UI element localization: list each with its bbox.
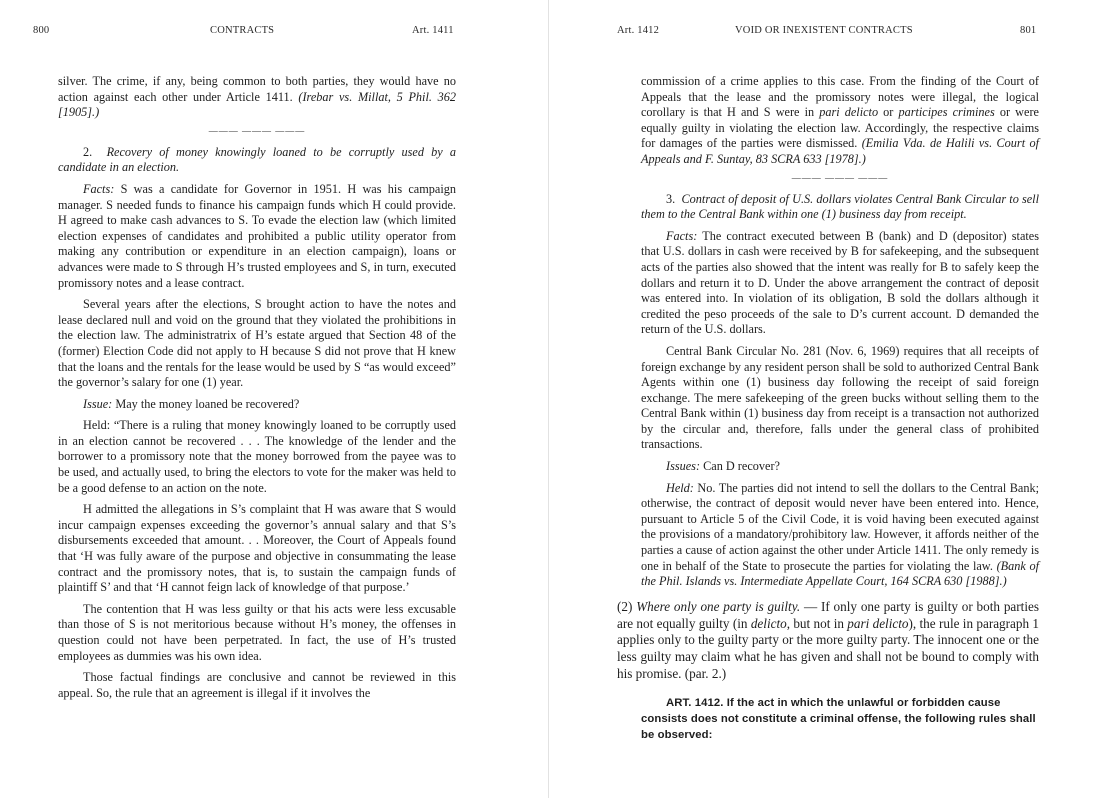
issues-label: Issues: bbox=[666, 459, 701, 474]
left-page-body bbox=[58, 74, 456, 701]
paragraph: The contention that H was less guilty or that his acts were less excusable than those of S is not meritorious because without H’s money, the offenses in question could not have been perpetrated. In fact, the use of H’s trusted employees as dummies was his own idea. bbox=[58, 601, 456, 663]
paragraph: Several years after the elections, S brought action to have the notes and lease declared null and void on the ground that they violated the prohibitions in the election law. The administratrix of H’s estate argued that Section 48 of the (former) Election Code did not apply to H because S did not prove that H knew that the loans and the rentals for the lease would be used by S “as would exceed” the governor’s salary for one (1) year. bbox=[58, 297, 456, 390]
right-page-body bbox=[617, 74, 1040, 743]
paragraph: Central Bank Circular No. 281 (Nov. 6, 1969) requires that all receipts of foreign exchange by any resident person shall be sold to authorized Central Bank Agents within one (1) business day following the receipt of said foreign exchange. The mere safekeeping of the green bucks without selling them to the Central Bank within (1) business day from receipt is a transaction not authorized by the circular and, therefore, falls under the general class of prohibited transactions. bbox=[641, 343, 1040, 452]
citation: (Irebar vs. Millat, 5 Phil. 362 [1905].) bbox=[58, 89, 456, 120]
held-paragraph: Held: No. The parties did not intend to sell the dollars to the Central Bank; otherwise, the contract of deposit would never have been entered into. Hence, pursuant to Article 5 of the Civil Code, it is void having been executed against the provisions of a mandatory/prohibitory law. However, it affords neither of the parties a cause of action against the other under Article 1411. The only remedy is one in behalf of the State to prosecute the parties for violating the law. (Bank of the Phil. Islands vs. Intermediate Appellate Court, 164 SCRA 630 [1988].) bbox=[641, 480, 1039, 589]
section-separator: ——— ——— ——— bbox=[791, 172, 889, 183]
paragraph: H admitted the allegations in S’s complaint that H was aware that S would incur campaign expenses exceeding the governor’s annual salary and that S’s disbursements exceeded that amount. . . Moreover, the Court of Appeals found that ‘H was fully aware of the purpose and objective in consummating the lease contract and the promissory notes, that is, to sustain the campaign funds of plaintiff S’ and that ‘H cannot feign lack of knowledge of that purpose.’ bbox=[58, 502, 456, 595]
citation: (Emilia Vda. de Halili vs. Court of Appeals and F. Suntay, 83 SCRA 633 [1978].) bbox=[641, 136, 1039, 166]
right-article-ref: Art. 1412 bbox=[617, 25, 660, 36]
paragraph: Those factual findings are conclusive and cannot be reviewed in this appeal. So, the rule that an agreement is illegal if it involves the bbox=[58, 670, 456, 700]
held-paragraph: Held: “There is a ruling that money knowingly loaned to be corruptly used in an election cannot be recovered . . . The knowledge of the lender and the borrower to a promissory note that the money borrowed from the payee was to be used, and actually used, to bring the electors to vote for the maker was held to be a good defense to an action on the note. bbox=[58, 418, 456, 495]
right-running-title: VOID OR INEXISTENT CONTRACTS bbox=[735, 25, 913, 36]
paragraph: commission of a crime applies to this case. From the finding of the Court of Appeals that the lease and the promissory notes were illegal, the logical corollary is that H and S were in pari delicto or participes crimines or were equally guilty in violating the election law. Accordingly, the respective claims for damages of the parties were dismissed. (Emilia Vda. de Halili vs. Court of Appeals and F. Suntay, 83 SCRA 633 [1978].) bbox=[641, 74, 1039, 166]
section-heading: 2. Recovery of money knowingly loaned to be corruptly used by a candidate in an election. bbox=[58, 144, 456, 175]
facts-paragraph: Facts: S was a candidate for Governor in 1951. H was his campaign manager. S needed funds to finance his campaign funds which H could provide. H agreed to make cash advances to S. To evade the election law (which limited election expenses of candidates and prohibited a public utility operator from making any contribution or expenditure in an election campaign), loans or advances were made to S through H’s trusted employees and S, in turn, executed promissory notes and a lease contract. bbox=[58, 181, 456, 290]
left-page-number: 800 bbox=[33, 25, 50, 36]
facts-label: Facts: bbox=[666, 228, 698, 243]
paragraph: silver. The crime, if any, being common to both parties, they would have no action against each other under Article 1411. (Irebar vs. Millat, 5 Phil. 362 [1905].) bbox=[58, 74, 456, 120]
facts-label: Facts: bbox=[83, 181, 115, 196]
paragraph-2-rule: (2) Where only one party is guilty. — If only one party is guilty or both parties are not equally guilty (in delicto, but not in pari delicto), the rule in paragraph 1 applies only to the guilty party or the more guilty party. The innocent one or the less guilty may claim what he has given and shall not be bound to comply with his promise. (par. 2.) bbox=[617, 598, 1040, 681]
right-page bbox=[549, 0, 1098, 798]
article-1412-heading: ART. 1412. If the act in which the unlawful or forbidden cause consists does not constitute a criminal offense, the following rules shall be observed: bbox=[641, 696, 1036, 741]
right-page-number: 801 bbox=[1020, 25, 1037, 36]
held-label: Held: bbox=[666, 480, 694, 495]
section-heading: 3. Contract of deposit of U.S. dollars violates Central Bank Circular to sell them to the Central Bank within one (1) business day from receipt. bbox=[641, 191, 1039, 222]
left-article-ref: Art. 1411 bbox=[412, 25, 454, 36]
section-separator: ——— ——— ——— bbox=[208, 125, 306, 136]
issue-paragraph: Issue: May the money loaned be recovered? bbox=[83, 396, 300, 411]
issues-paragraph: Issues: Can D recover? bbox=[666, 459, 780, 474]
issue-label: Issue: bbox=[83, 396, 113, 411]
citation: (Bank of the Phil. Islands vs. Intermediate Appellate Court, 164 SCRA 630 [1988].) bbox=[641, 558, 1039, 589]
facts-paragraph: Facts: The contract executed between B (bank) and D (depositor) states that U.S. dollars in cash were received by B for safekeeping, and the subsequent acts of the parties also showed that the intent was really for B to safely keep the dollars and return it to D. Under the above arrangement the contract of deposit was entered into. In violation of its obligation, B sold the dollars although it credited the peso proceeds of the sale to D’s current account. D demanded the return of the U.S. dollars. bbox=[641, 228, 1039, 337]
left-running-title: CONTRACTS bbox=[210, 25, 275, 36]
